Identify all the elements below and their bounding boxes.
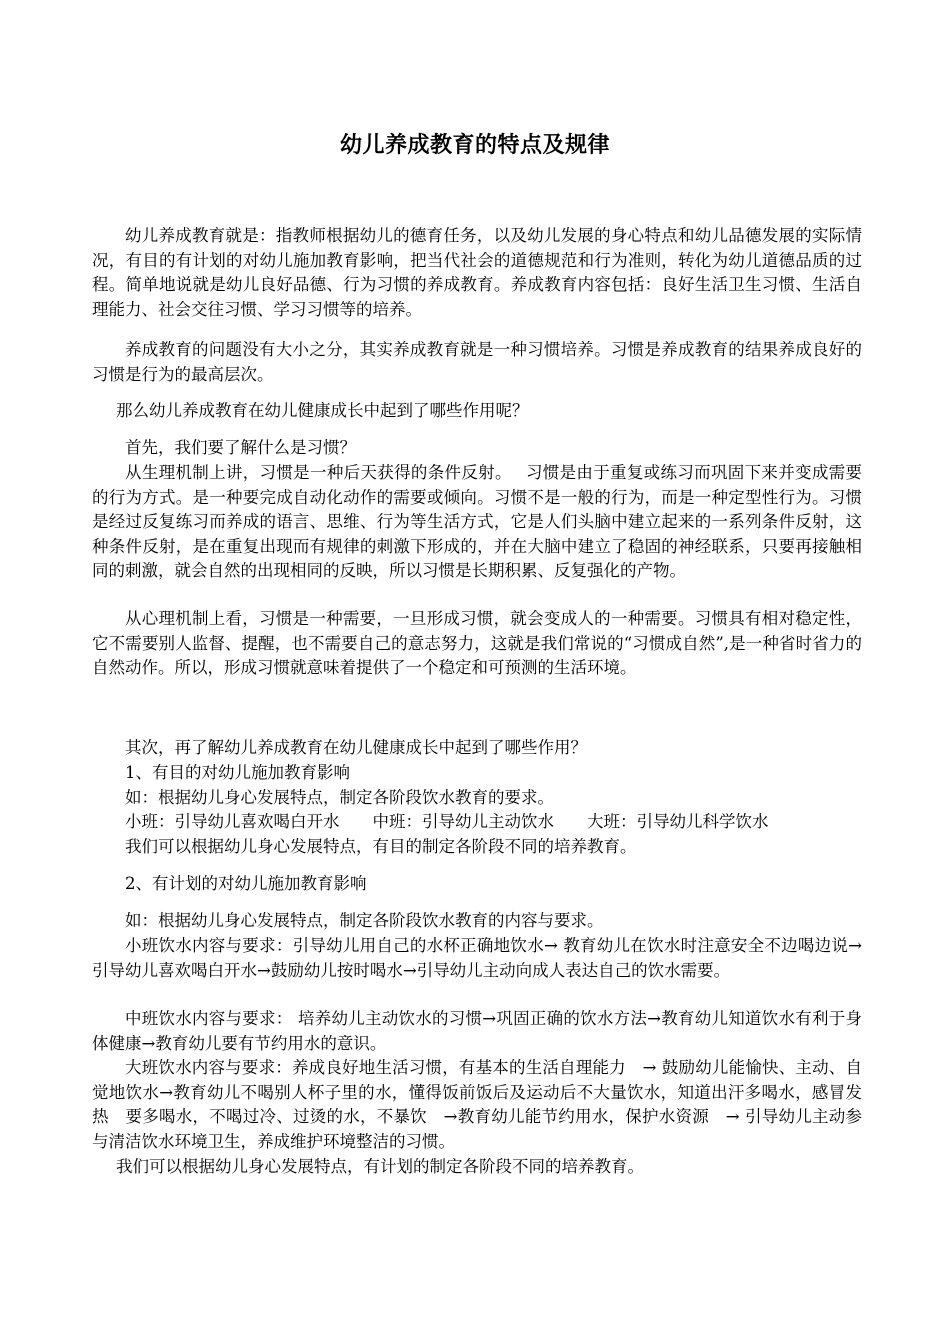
paragraph-psychology: 从心理机制上看，习惯是一种需要，一旦形成习惯，就会变成人的一种需要。习惯具有相对稳定性，它不需要别人监督、提醒，也不需要自己的意志努力，这就是我们常说的“习惯成自然”,是一种省时省力的自然动作。所以，形成习惯就意味着提供了一个稳定和可预测的生活环境。: [92, 609, 862, 677]
paragraph-class-levels: 小班：引导幼儿喜欢喝白开水 中班：引导幼儿主动饮水 大班：引导幼儿科学饮水: [125, 812, 769, 831]
paragraph-big-class: 大班饮水内容与要求：养成良好地生活习惯，有基本的生活自理能力 → 鼓励幼儿能愉快、主动、自觉地饮水→教育幼儿不喝别人杯子里的水，懂得饭前饭后及运动后不大量饮水，知道出汗多喝水，感冒发热 要多喝水，不喝过冷、过烫的水，不暴饮 →教育幼儿能节约用水，保护水资源 → 引导幼儿主动参与清洁饮水环境卫生，养成维护环境整洁的习惯。: [92, 1058, 862, 1151]
paragraph-first: 首先，我们要了解什么是习惯？: [125, 438, 356, 457]
paragraph-example-2: 如：根据幼儿身心发展特点，制定各阶段饮水教育的内容与要求。: [125, 911, 604, 930]
paragraph-summary-1: 我们可以根据幼儿身心发展特点，有目的制定各阶段不同的培养教育。: [125, 837, 637, 856]
paragraph-second: 其次，再了解幼儿养成教育在幼儿健康成长中起到了哪些作用？: [125, 738, 587, 757]
paragraph-physiology: 从生理机制上讲，习惯是一种后天获得的条件反射。 习惯是由于重复或练习而巩固下来并变成需要的行为方式。是一种要完成自动化动作的需要或倾向。习惯不是一般的行为，而是一种定型性行为。习惯是经过反复练习而养成的语言、思维、行为等生活方式，它是人们头脑中建立起来的一系列条件反射，这种条件反射，是在重复出现而有规律的刺激下形成的，并在大脑中建立了稳固的神经联系，只要再接触相同的刺激，就会自然的出现相同的反映，所以习惯是长期积累、反复强化的产物。: [92, 463, 862, 580]
heading-purposeful: 1、有目的对幼儿施加教育影响: [125, 763, 350, 782]
document-title: 幼儿养成教育的特点及规律: [339, 133, 610, 158]
paragraph-small-class: 小班饮水内容与要求：引导幼儿用自己的水杯正确地饮水→ 教育幼儿在饮水时注意安全不边喝边说→引导幼儿喜欢喝白开水→鼓励幼儿按时喝水→引导幼儿主动向成人表达自己的饮水需要。: [92, 936, 862, 980]
paragraph-summary-2: 我们可以根据幼儿身心发展特点，有计划的制定各阶段不同的培养教育。: [116, 1157, 644, 1176]
paragraph-example-1: 如：根据幼儿身心发展特点，制定各阶段饮水教育的要求。: [125, 788, 554, 807]
paragraph-definition: 幼儿养成教育就是：指教师根据幼儿的德育任务，以及幼儿发展的身心特点和幼儿品德发展的实际情况，有目的有计划的对幼儿施加教育影响，把当代社会的道德规范和行为准则，转化为幼儿道德品质的过程。简单地说就是幼儿良好品德、行为习惯的养成教育。养成教育内容包括：良好生活卫生习惯、生活自理能力、社会交往习惯、学习习惯等的培养。: [92, 226, 862, 319]
paragraph-habit-training: 养成教育的问题没有大小之分，其实养成教育就是一种习惯培养。习惯是养成教育的结果养成良好的习惯是行为的最高层次。: [92, 340, 862, 384]
paragraph-middle-class: 中班饮水内容与要求： 培养幼儿主动饮水的习惯→巩固正确的饮水方法→教育幼儿知道饮水有利于身体健康→教育幼儿要有节约用水的意识。: [92, 1009, 862, 1053]
paragraph-question: 那么幼儿养成教育在幼儿健康成长中起到了哪些作用呢？: [116, 401, 529, 420]
heading-planned: 2、有计划的对幼儿施加教育影响: [125, 874, 367, 893]
